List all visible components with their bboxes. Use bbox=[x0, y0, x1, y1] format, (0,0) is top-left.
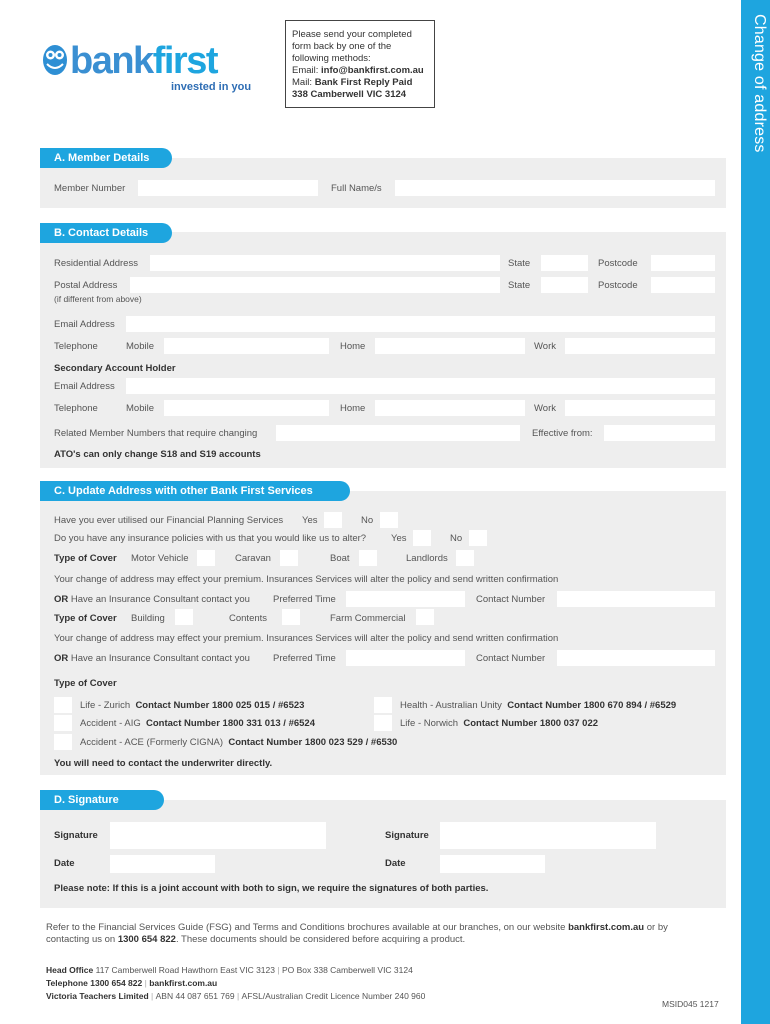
fp-yes-checkbox[interactable] bbox=[324, 512, 342, 528]
preferred-time-field-1[interactable] bbox=[346, 591, 465, 607]
full-name-label: Full Name/s bbox=[331, 183, 382, 194]
type-of-cover-label: Type of Cover bbox=[54, 553, 117, 564]
side-tab bbox=[741, 0, 770, 1024]
ato-note: ATO's can only change S18 and S19 accounts bbox=[54, 449, 261, 460]
caravan-checkbox[interactable] bbox=[280, 550, 298, 566]
health-checkbox[interactable] bbox=[374, 697, 392, 713]
signature-label-2: Signature bbox=[385, 830, 429, 841]
section-b-title: B. Contact Details bbox=[40, 223, 172, 243]
mobile-label: Mobile bbox=[126, 341, 154, 352]
owl-logo-icon bbox=[42, 42, 68, 76]
date-label-2: Date bbox=[385, 858, 406, 869]
effective-from-label: Effective from: bbox=[532, 428, 593, 439]
signature-field-2[interactable] bbox=[440, 822, 656, 849]
type-of-cover-label-2: Type of Cover bbox=[54, 613, 117, 624]
premium-note-2: Your change of address may effect your premium. Insurances Services will alter the policy and send written confirmation bbox=[54, 633, 559, 644]
member-number-field[interactable] bbox=[138, 180, 318, 196]
postal-address-label: Postal Address bbox=[54, 280, 118, 291]
contact-number-field-1[interactable] bbox=[557, 591, 715, 607]
home-field[interactable] bbox=[375, 338, 525, 354]
member-number-label: Member Number bbox=[54, 183, 126, 194]
contents-checkbox[interactable] bbox=[282, 609, 300, 625]
date-field-1[interactable] bbox=[110, 855, 215, 873]
farm-commercial-checkbox[interactable] bbox=[416, 609, 434, 625]
contact-number-label-2: Contact Number bbox=[476, 653, 546, 664]
postal-state-field[interactable] bbox=[541, 277, 588, 293]
fp-yes-label: Yes bbox=[302, 515, 318, 526]
send-instructions-box: Please send your completed form back by one of the following methods: Email: info@bankfirst.com.au Mail: Bank First Reply Paid 338 Camberwell VIC 3124 bbox=[285, 20, 435, 108]
form-code: MSID045 1217 bbox=[662, 999, 719, 1009]
state-label: State bbox=[508, 258, 531, 269]
signature-label-1: Signature bbox=[54, 830, 98, 841]
accident-ace-label: Accident - ACE (Formerly CIGNA) Contact Number 1800 023 529 / #6530 bbox=[80, 737, 398, 748]
ins-no-checkbox[interactable] bbox=[469, 530, 487, 546]
secondary-telephone-label: Telephone bbox=[54, 403, 98, 414]
if-different-note: (if different from above) bbox=[54, 294, 142, 304]
state-field[interactable] bbox=[541, 255, 588, 271]
logo-wordmark: bankfirst bbox=[70, 40, 217, 82]
residential-address-label: Residential Address bbox=[54, 258, 138, 269]
life-zurich-label: Life - Zurich Contact Number 1800 025 015 / #6523 bbox=[80, 700, 305, 711]
boat-label: Boat bbox=[330, 553, 350, 564]
section-a-title: A. Member Details bbox=[40, 148, 172, 168]
contact-number-label-1: Contact Number bbox=[476, 594, 546, 605]
ins-yes-checkbox[interactable] bbox=[413, 530, 431, 546]
secondary-email-field[interactable] bbox=[126, 378, 715, 394]
joint-account-note: Please note: If this is a joint account with both to sign, we require the signatures of both parties. bbox=[54, 883, 489, 894]
section-c-title: C. Update Address with other Bank First Services bbox=[40, 481, 350, 501]
date-label-1: Date bbox=[54, 858, 75, 869]
landlords-checkbox[interactable] bbox=[456, 550, 474, 566]
life-norwich-label: Life - Norwich Contact Number 1800 037 022 bbox=[400, 718, 599, 729]
financial-planning-question: Have you ever utilised our Financial Planning Services bbox=[54, 515, 284, 526]
secondary-holder-heading: Secondary Account Holder bbox=[54, 363, 176, 374]
full-name-field[interactable] bbox=[395, 180, 715, 196]
section-d-title: D. Signature bbox=[40, 790, 164, 810]
preferred-time-field-2[interactable] bbox=[346, 650, 465, 666]
insurance-question: Do you have any insurance policies with us that you would like us to alter? bbox=[54, 533, 367, 544]
secondary-home-label: Home bbox=[340, 403, 366, 414]
work-label: Work bbox=[534, 341, 556, 352]
residential-address-field[interactable] bbox=[150, 255, 500, 271]
fp-no-label: No bbox=[361, 515, 374, 526]
life-zurich-checkbox[interactable] bbox=[54, 697, 72, 713]
date-field-2[interactable] bbox=[440, 855, 545, 873]
preferred-time-label-2: Preferred Time bbox=[273, 653, 336, 664]
motor-vehicle-label: Motor Vehicle bbox=[131, 553, 189, 564]
secondary-mobile-label: Mobile bbox=[126, 403, 154, 414]
farm-commercial-label: Farm Commercial bbox=[330, 613, 406, 624]
signature-field-1[interactable] bbox=[110, 822, 326, 849]
effective-from-field[interactable] bbox=[604, 425, 715, 441]
home-label: Home bbox=[340, 341, 366, 352]
landlords-label: Landlords bbox=[406, 553, 448, 564]
health-label: Health - Australian Unity Contact Number 1800 670 894 / #6529 bbox=[400, 700, 677, 711]
secondary-work-label: Work bbox=[534, 403, 556, 414]
contents-label: Contents bbox=[229, 613, 268, 624]
preferred-time-label-1: Preferred Time bbox=[273, 594, 336, 605]
related-members-label: Related Member Numbers that require changing bbox=[54, 428, 258, 439]
type-of-cover-label-3: Type of Cover bbox=[54, 678, 117, 689]
work-field[interactable] bbox=[565, 338, 715, 354]
boat-checkbox[interactable] bbox=[359, 550, 377, 566]
secondary-work-field[interactable] bbox=[565, 400, 715, 416]
ins-yes-label: Yes bbox=[391, 533, 407, 544]
secondary-mobile-field[interactable] bbox=[164, 400, 329, 416]
accident-aig-label: Accident - AIG Contact Number 1800 331 013 / #6524 bbox=[80, 718, 315, 729]
underwriter-note: You will need to contact the underwriter directly. bbox=[54, 758, 273, 769]
postal-state-label: State bbox=[508, 280, 531, 291]
building-checkbox[interactable] bbox=[175, 609, 193, 625]
motor-vehicle-checkbox[interactable] bbox=[197, 550, 215, 566]
postcode-field[interactable] bbox=[651, 255, 715, 271]
side-tab-title: Change of address bbox=[751, 14, 768, 153]
accident-ace-checkbox[interactable] bbox=[54, 734, 72, 750]
contact-number-field-2[interactable] bbox=[557, 650, 715, 666]
fp-no-checkbox[interactable] bbox=[380, 512, 398, 528]
footer-details: Head Office 117 Camberwell Road Hawthorn East VIC 3123 | PO Box 338 Camberwell VIC 3124 Telephone 1300 654 822 | bankfirst.com.au Victoria Teachers Limited | ABN 44 087 651 769 | AFSL/Australian Credit Licence Number 240 960 bbox=[46, 965, 426, 1001]
email-label: Email Address bbox=[54, 319, 115, 330]
accident-aig-checkbox[interactable] bbox=[54, 715, 72, 731]
postcode-label: Postcode bbox=[598, 258, 638, 269]
logo-tagline: invested in you bbox=[171, 81, 252, 93]
secondary-email-label: Email Address bbox=[54, 381, 115, 392]
email-field[interactable] bbox=[126, 316, 715, 332]
mobile-field[interactable] bbox=[164, 338, 329, 354]
telephone-label: Telephone bbox=[54, 341, 98, 352]
ins-no-label: No bbox=[450, 533, 463, 544]
related-members-field[interactable] bbox=[276, 425, 520, 441]
premium-note-1: Your change of address may effect your premium. Insurances Services will alter the policy and send written confirmation bbox=[54, 574, 559, 585]
postal-postcode-field[interactable] bbox=[651, 277, 715, 293]
postal-address-field[interactable] bbox=[130, 277, 500, 293]
postal-postcode-label: Postcode bbox=[598, 280, 638, 291]
secondary-home-field[interactable] bbox=[375, 400, 525, 416]
caravan-label: Caravan bbox=[235, 553, 271, 564]
building-label: Building bbox=[131, 613, 165, 624]
life-norwich-checkbox[interactable] bbox=[374, 715, 392, 731]
fsg-notice: Refer to the Financial Services Guide (FSG) and Terms and Conditions brochures available at our branches, on our website bankfirst.com.au or by contacting us on 1300 654 822. These documents should be considered before acquiring a product. bbox=[46, 922, 668, 945]
